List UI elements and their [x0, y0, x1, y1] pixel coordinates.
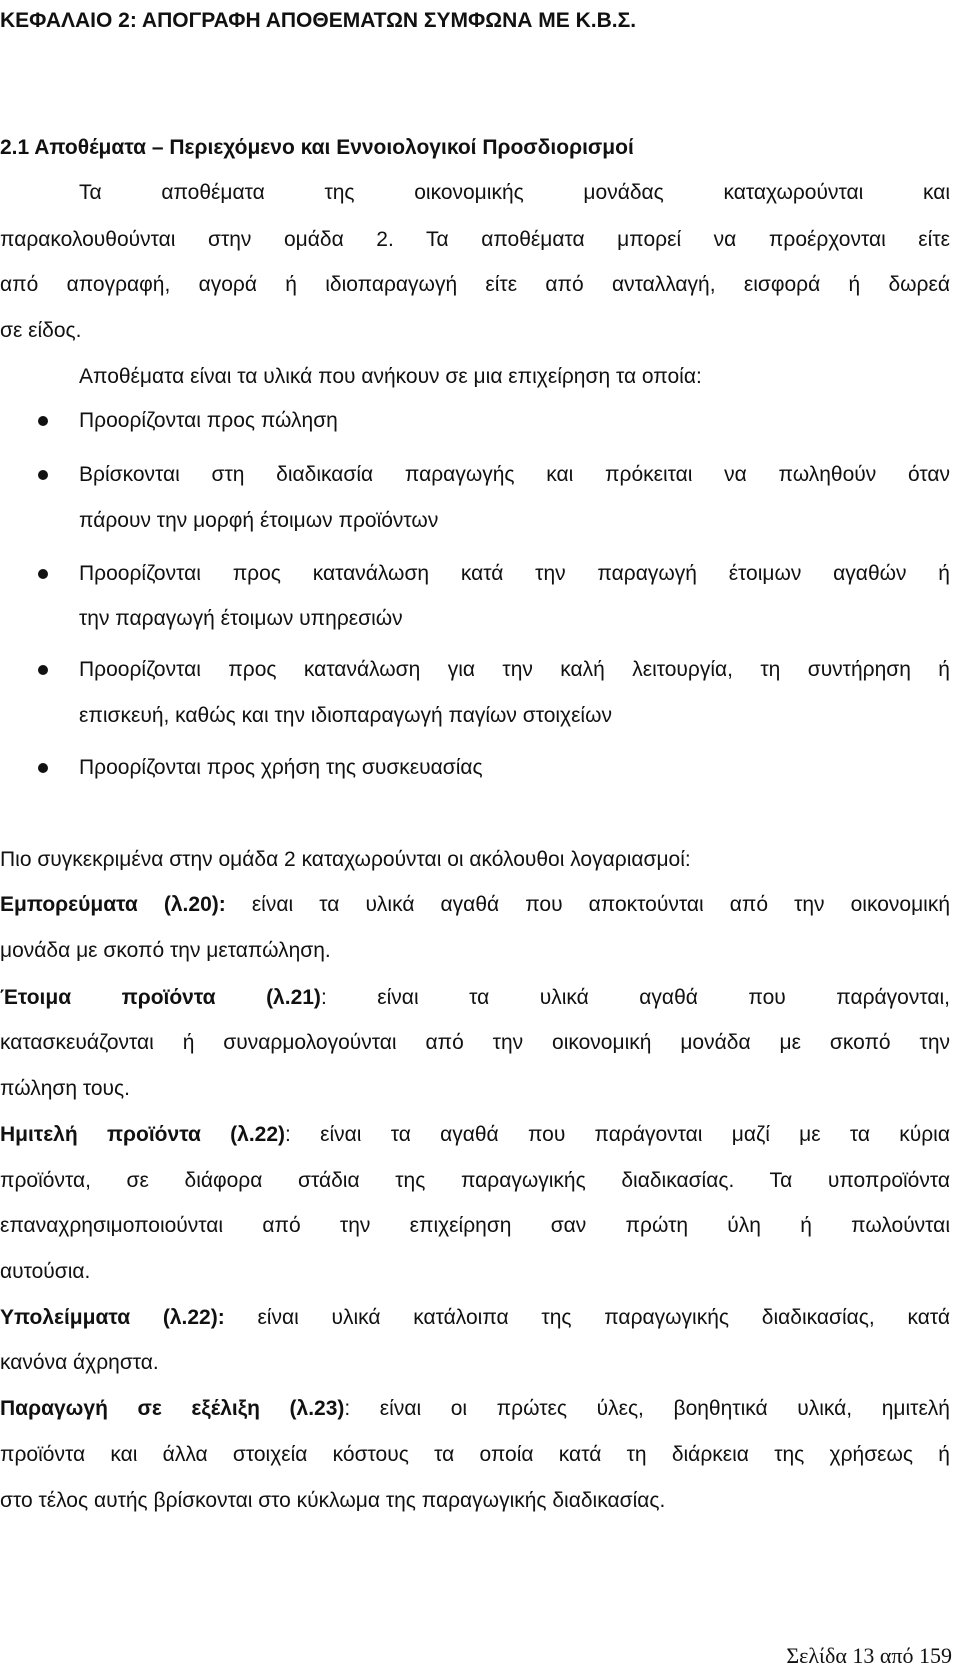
account-text: : είναι οι πρώτες ύλες, βοηθητικά υλικά, ημιτελή — [344, 1397, 950, 1420]
account-line: στο τέλος αυτής βρίσκονται στο κύκλωμα της παραγωγικής διαδικασίας. — [0, 1489, 666, 1512]
intro-line: από απογραφή, αγορά ή ιδιοπαραγωγή είτε από ανταλλαγή, εισφορά ή δωρεά — [0, 273, 950, 296]
account-text: είναι υλικά κατάλοιπα της παραγωγικής διαδικασίας, κατά — [224, 1306, 950, 1329]
account-text: : είναι τα υλικά αγαθά που παράγονται, — [320, 986, 950, 1009]
account-term: Υπολείμματα (λ.22): — [0, 1306, 225, 1329]
intro-line: Τα αποθέματα της οικονομικής μονάδας καταχωρούνται και — [79, 181, 950, 204]
account-line: επαναχρησιμοποιούνται από την επιχείρηση σαν πρώτη ύλη ή πωλούνται — [0, 1214, 950, 1237]
intro-line: παρακολουθούνται στην ομάδα 2. Τα αποθέματα μπορεί να προέρχονται είτε — [0, 228, 950, 251]
account-first-line — [0, 985, 950, 1011]
account-text: είναι τα υλικά αγαθά που αποκτούνται από την οικονομική — [225, 893, 951, 916]
account-line: προϊόντα, σε διάφορα στάδια της παραγωγικής διαδικασίας. Τα υποπροϊόντα — [0, 1169, 950, 1192]
bullet-line: την παραγωγή έτοιμων υπηρεσιών — [79, 607, 403, 630]
account-first-line — [0, 1305, 950, 1331]
bullet-line: Προορίζονται προς κατανάλωση για την καλή λειτουργία, τη συντήρηση ή — [79, 658, 950, 681]
account-line: προϊόντα και άλλα στοιχεία κόστους τα οποία κατά τη διάρκεια της χρήσεως ή — [0, 1443, 950, 1466]
bullet-line: Προορίζονται προς χρήση της συσκευασίας — [79, 756, 483, 779]
bullet-line: Προορίζονται προς κατανάλωση κατά την παραγωγή έτοιμων αγαθών ή — [79, 562, 950, 585]
account-term: Ημιτελή προϊόντα (λ.22) — [0, 1123, 286, 1146]
bullet-dot-icon — [38, 665, 48, 675]
account-line: κανόνα άχρηστα. — [0, 1351, 159, 1374]
bullet-dot-icon — [38, 416, 48, 426]
account-term: Εμπορεύματα (λ.20): — [0, 893, 226, 916]
bullet-line: Προορίζονται προς πώληση — [79, 409, 338, 432]
account-term: Έτοιμα προϊόντα (λ.21) — [0, 986, 321, 1009]
account-first-line — [0, 1396, 950, 1422]
bullet-dot-icon — [38, 470, 48, 480]
bullet-line: επισκευή, καθώς και την ιδιοπαραγωγή παγίων στοιχείων — [79, 704, 612, 727]
account-text: : είναι τα αγαθά που παράγονται μαζί με τα κύρια — [285, 1123, 950, 1146]
bullet-dot-icon — [38, 763, 48, 773]
accounts-intro: Πιο συγκεκριμένα στην ομάδα 2 καταχωρούνται οι ακόλουθοι λογαριασμοί: — [0, 848, 691, 871]
account-first-line — [0, 892, 950, 918]
chapter-title: ΚΕΦΑΛΑΙΟ 2: ΑΠΟΓΡΑΦΗ ΑΠΟΘΕΜΑΤΩΝ ΣΥΜΦΩΝΑ ΜΕ Κ.Β.Σ. — [0, 9, 637, 32]
page-number-footer: Σελίδα 13 από 159 — [786, 1643, 952, 1668]
account-first-line — [0, 1122, 950, 1148]
account-line: κατασκευάζονται ή συναρμολογούνται από την οικονομική μονάδα με σκοπό την — [0, 1031, 950, 1054]
intro-line: σε είδος. — [0, 319, 82, 342]
definition-line: Αποθέματα είναι τα υλικά που ανήκουν σε μια επιχείρηση τα οποία: — [79, 365, 702, 388]
account-line: πώληση τους. — [0, 1077, 130, 1100]
bullet-dot-icon — [38, 569, 48, 579]
section-title: 2.1 Αποθέματα – Περιεχόμενο και Εννοιολογικοί Προσδιορισμοί — [0, 136, 634, 159]
bullet-line: πάρουν την μορφή έτοιμων προϊόντων — [79, 509, 439, 532]
account-term: Παραγωγή σε εξέλιξη (λ.23) — [0, 1397, 345, 1420]
bullet-line: Βρίσκονται στη διαδικασία παραγωγής και πρόκειται να πωληθούν όταν — [79, 463, 950, 486]
account-line: αυτούσια. — [0, 1260, 91, 1283]
account-line: μονάδα με σκοπό την μεταπώληση. — [0, 939, 331, 962]
